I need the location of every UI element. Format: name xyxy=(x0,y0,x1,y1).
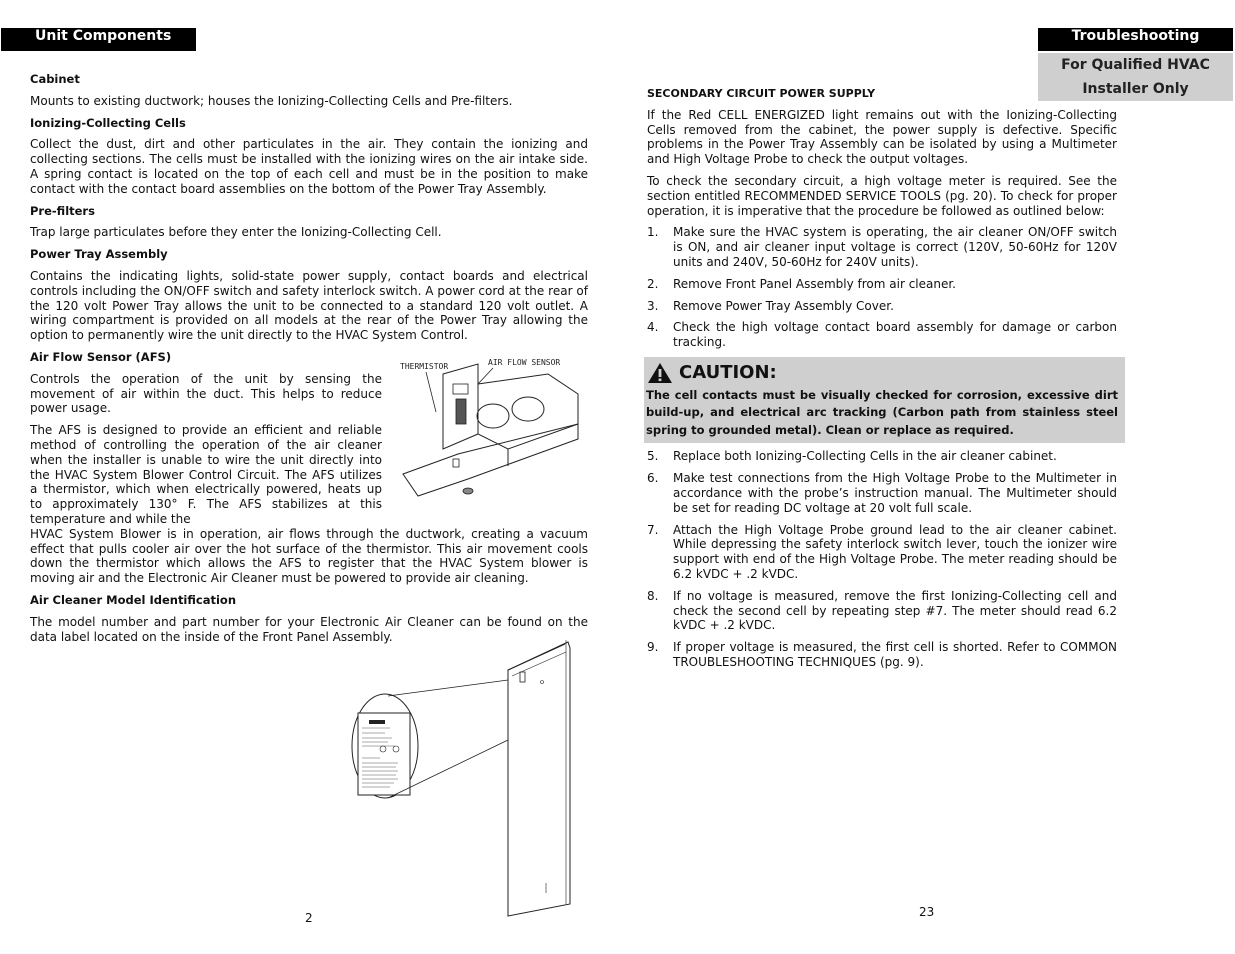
afs-label: AIR FLOW SENSOR xyxy=(488,358,561,367)
step-item xyxy=(647,449,1117,464)
model-id-text: The model number and part number for your Electronic Air Cleaner can be found on the data label located on the inside of the Front Panel Assembly. xyxy=(30,614,588,644)
caution-text: The cell contacts must be visually checked for corrosion, excessive dirt build-up, and electrical arc tracking (Carbon path from stainless steel spring to grounded metal). Clean or replace as required. xyxy=(646,387,1118,437)
step-number: 1. xyxy=(647,225,659,240)
step-text: Check the high voltage contact board assembly for damage or carbon tracking. xyxy=(673,320,1117,350)
secondary-circuit-heading: SECONDARY CIRCUIT POWER SUPPLY xyxy=(647,87,876,100)
afs-text-2b: HVAC System Blower is in operation, air flows through the ductwork, creating a vacuum effect that pulls cooler air over the hot surface of the thermistor. This air movement cools down the thermistor which allows the AFS to register that the HVAC System blower is moving air and the Electronic Air Cleaner must be powered to provide air cleaning. xyxy=(30,526,588,586)
section-header-troubleshooting: Troubleshooting xyxy=(1038,28,1233,51)
power-tray-heading: Power Tray Assembly xyxy=(30,247,168,262)
installer-notice-line2: Installer Only xyxy=(1082,81,1189,97)
step-number: 8. xyxy=(647,588,659,603)
step-text: Attach the High Voltage Probe ground lead to the air cleaner cabinet. While depressing the safety interlock switch lever, touch the ionizer wire support with end of the High Voltage Probe. The meter reading should be 6.2 kVDC + .2 kVDC. xyxy=(673,522,1117,582)
secondary-intro-text: If the Red CELL ENERGIZED light remains out with the Ionizing-Collecting Cells removed from the cabinet, the power supply is defective. Specific problems in the Power Tray Assembly can be isolated by using a Multimeter and High Voltage Probe to check the output voltages. xyxy=(647,107,1117,167)
power-tray-text: Contains the indicating lights, solid-state power supply, contact boards and electrical controls including the ON/OFF switch and safety interlock switch. A power cord at the rear of the 120 volt Power Tray allows the unit to be connected to a standard 120 volt outlet. A wiring compartment is provided on all models at the rear of the Power Tray allowing the option to permanently wire the unit directly to the HVAC System Control. xyxy=(30,268,588,343)
cabinet-heading: Cabinet xyxy=(30,72,80,86)
installer-notice-line1: For Qualified HVAC xyxy=(1061,57,1210,73)
step-text: Make sure the HVAC system is operating, the air cleaner ON/OFF switch is ON, and air cleaner input voltage is correct (120V, 50-60Hz for 120V units and 240V, 50-60Hz for 240V units). xyxy=(673,225,1117,269)
step-number: 3. xyxy=(647,298,659,313)
step-number: 4. xyxy=(647,320,659,335)
warning-triangle-icon xyxy=(647,362,673,384)
cells-heading: Ionizing-Collecting Cells xyxy=(30,115,186,130)
step-item xyxy=(647,589,1117,633)
step-item xyxy=(647,640,1117,670)
right-page-column xyxy=(647,87,1117,677)
front-panel-figure xyxy=(350,638,580,918)
step-number: 6. xyxy=(647,471,659,486)
caution-title-row xyxy=(644,359,1123,387)
step-item xyxy=(647,299,1117,314)
step-text: Remove Power Tray Assembly Cover. xyxy=(673,298,894,313)
page-number-left: 2 xyxy=(305,911,313,925)
model-id-heading: Air Cleaner Model Identification xyxy=(30,592,237,607)
step-text: Remove Front Panel Assembly from air cleaner. xyxy=(673,276,956,291)
steps-list-a xyxy=(647,225,1117,350)
step-number: 2. xyxy=(647,276,659,291)
step-text: If proper voltage is measured, the first cell is shorted. Refer to COMMON TROUBLESHOOTING TECHNIQUES (pg. 9). xyxy=(673,640,1117,670)
step-item xyxy=(647,225,1117,269)
step-item xyxy=(647,320,1117,350)
cells-text: Collect the dust, dirt and other particulates in the air. They contain the ionizing and collecting sections. The cells must be installed with the ionizing wires on the air intake side. A spring contact is located on the top of each cell and must be in the position to make contact with the contact board assemblies on the bottom of the Power Tray Assembly. xyxy=(30,137,588,196)
afs-heading: Air Flow Sensor (AFS) xyxy=(30,349,172,364)
step-text: Replace both Ionizing-Collecting Cells in the air cleaner cabinet. xyxy=(673,449,1057,464)
thermistor-label: THERMISTOR xyxy=(400,362,449,371)
page-number-right: 23 xyxy=(919,905,935,919)
step-number: 9. xyxy=(647,640,659,655)
secondary-procedure-text: To check the secondary circuit, a high voltage meter is required. See the section entitled RECOMMENDED SERVICE TOOLS (pg. 20). To check for proper operation, it is imperative that the procedure be followed as outlined below: xyxy=(647,173,1117,218)
step-number: 5. xyxy=(647,449,659,464)
cabinet-text: Mounts to existing ductwork; houses the Ionizing-Collecting Cells and Pre-filters. xyxy=(30,93,513,108)
air-flow-sensor-figure xyxy=(398,354,583,499)
step-item xyxy=(647,523,1117,582)
step-number: 7. xyxy=(647,522,659,537)
prefilters-heading: Pre-filters xyxy=(30,203,95,218)
section-header-unit-components: Unit Components xyxy=(1,28,196,51)
caution-title: CAUTION: xyxy=(679,361,777,383)
prefilters-text: Trap large particulates before they enter the Ionizing-Collecting Cell. xyxy=(30,225,442,240)
afs-text-2a: The AFS is designed to provide an efficient and reliable method of controlling the operation of the air cleaner when the installer is unable to wire the unit directly into the HVAC System Blower Control Circuit. The AFS utilizes a thermistor, which when electrically powered, heats up to approximately 130° F. The AFS stabilizes at this temperature and while the xyxy=(30,423,382,526)
step-item xyxy=(647,471,1117,515)
step-text: Make test connections from the High Voltage Probe to the Multimeter in accordance with the probe’s instruction manual. The Multimeter should be set for reading DC voltage at 20 volt full scale. xyxy=(673,471,1117,515)
step-text: If no voltage is measured, remove the first Ionizing-Collecting cell and check the second cell by repeating step #7. The meter should read 6.2 kVDC + .2 kVDC. xyxy=(673,588,1117,633)
steps-list-b xyxy=(647,449,1117,669)
afs-text-1: Controls the operation of the unit by sensing the movement of air within the duct. This helps to reduce power usage. xyxy=(30,371,382,416)
step-item xyxy=(647,277,1117,292)
caution-box xyxy=(644,357,1125,444)
